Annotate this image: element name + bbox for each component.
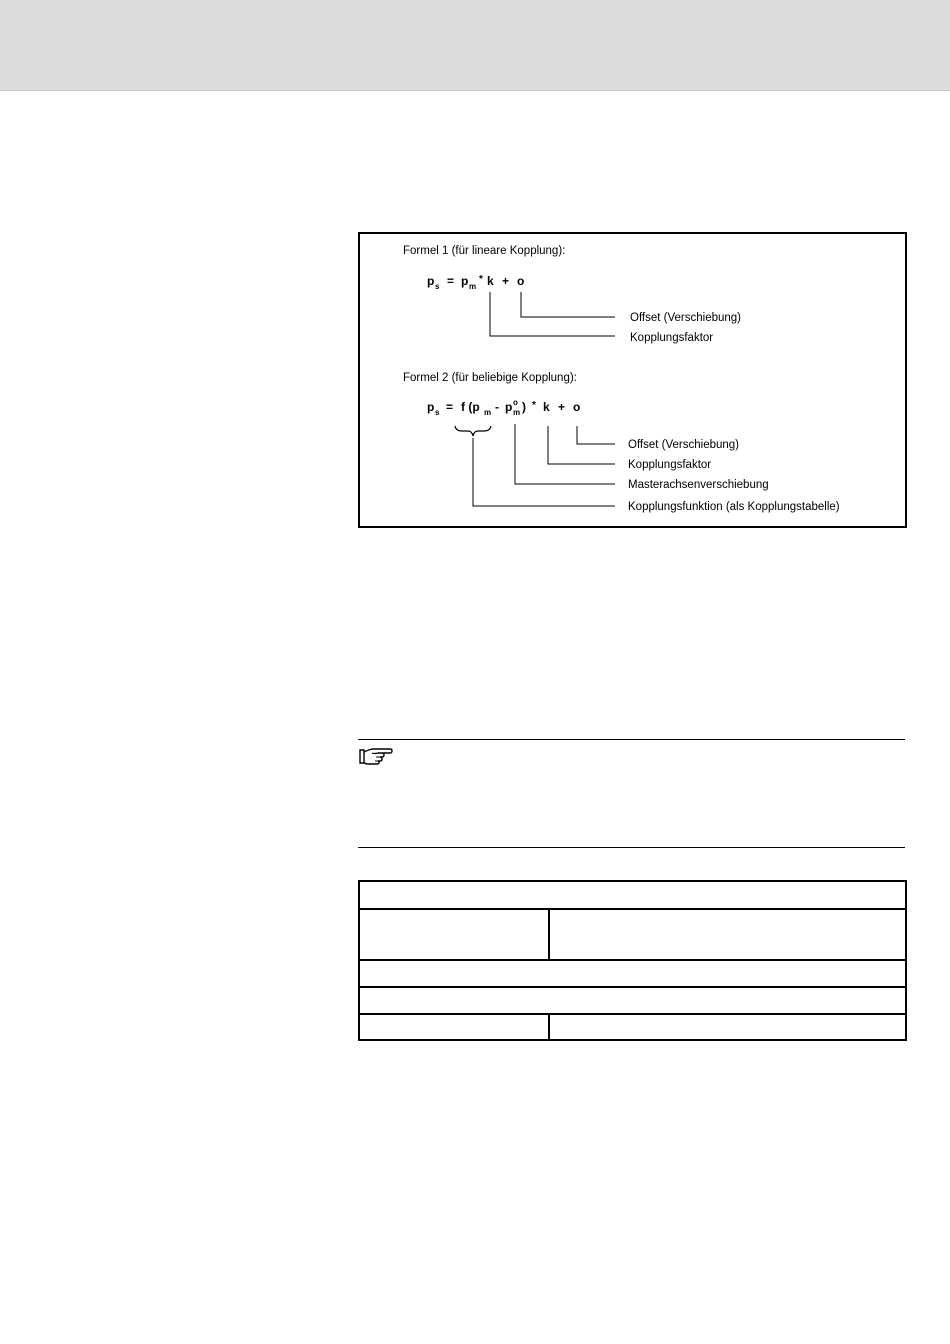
f1-mul: * xyxy=(479,274,483,285)
page-header-band xyxy=(0,0,950,91)
f2-minus: - xyxy=(495,400,499,414)
note-rule-top xyxy=(358,739,905,740)
table-row xyxy=(359,881,906,909)
f2-factor-label: Kopplungsfaktor xyxy=(628,459,712,471)
pointing-hand-icon xyxy=(359,746,393,771)
f1-offset-label: Offset (Verschiebung) xyxy=(630,312,742,324)
f2-plus: + xyxy=(558,400,566,414)
f2-ps: p xyxy=(427,400,435,414)
f1-pm: p xyxy=(461,274,469,288)
f2-pm0-sup: o xyxy=(513,398,518,407)
parameter-table xyxy=(358,880,907,1041)
f2-function-leader xyxy=(473,438,615,506)
table-row xyxy=(359,909,906,960)
f1-eq-sign: = xyxy=(447,274,455,288)
table-cell xyxy=(359,960,906,987)
f2-f-open: f (p xyxy=(461,400,480,414)
f1-pm-sub: m xyxy=(469,282,477,291)
table-row xyxy=(359,1014,906,1040)
table-row xyxy=(359,987,906,1014)
table-row xyxy=(359,960,906,987)
table-cell xyxy=(549,909,906,960)
f2-offset-label: Offset (Verschiebung) xyxy=(628,439,740,451)
f2-pm0: p xyxy=(505,400,513,414)
formula1-caption: Formel 1 (für lineare Kopplung): xyxy=(403,245,566,257)
f2-close: ) xyxy=(522,400,526,414)
table-cell xyxy=(359,987,906,1014)
table-cell xyxy=(359,909,549,960)
f2-pm0-sub: m xyxy=(513,408,521,417)
f2-pm-sub: m xyxy=(484,408,492,417)
f2-master-shift-leader xyxy=(515,424,615,484)
f1-ps: p xyxy=(427,274,435,288)
f1-o: o xyxy=(517,274,525,288)
f1-plus: + xyxy=(502,274,510,288)
f1-offset-leader xyxy=(521,292,615,317)
f1-ps-sub: s xyxy=(435,282,440,291)
f2-eq-sign: = xyxy=(446,400,454,414)
f2-o: o xyxy=(573,400,581,414)
f2-k: k xyxy=(543,400,550,414)
f2-mul: * xyxy=(532,400,536,411)
coupling-formula-figure xyxy=(358,232,907,528)
table-cell xyxy=(359,881,906,909)
f1-factor-leader xyxy=(490,292,615,336)
f2-master-shift-label: Masterachsenverschiebung xyxy=(628,479,769,491)
f2-function-brace xyxy=(455,426,491,436)
f2-function-label: Kopplungsfunktion (als Kopplungstabelle) xyxy=(628,501,840,513)
f2-factor-leader xyxy=(548,426,615,464)
formula2-caption: Formel 2 (für beliebige Kopplung): xyxy=(403,372,577,384)
f1-factor-label: Kopplungsfaktor xyxy=(630,332,714,344)
table-cell xyxy=(359,1014,549,1040)
formula-diagram xyxy=(360,234,905,526)
f2-offset-leader xyxy=(577,426,615,444)
f1-k: k xyxy=(487,274,494,288)
f2-ps-sub: s xyxy=(435,408,440,417)
table-cell xyxy=(549,1014,906,1040)
note-rule-bottom xyxy=(358,847,905,848)
